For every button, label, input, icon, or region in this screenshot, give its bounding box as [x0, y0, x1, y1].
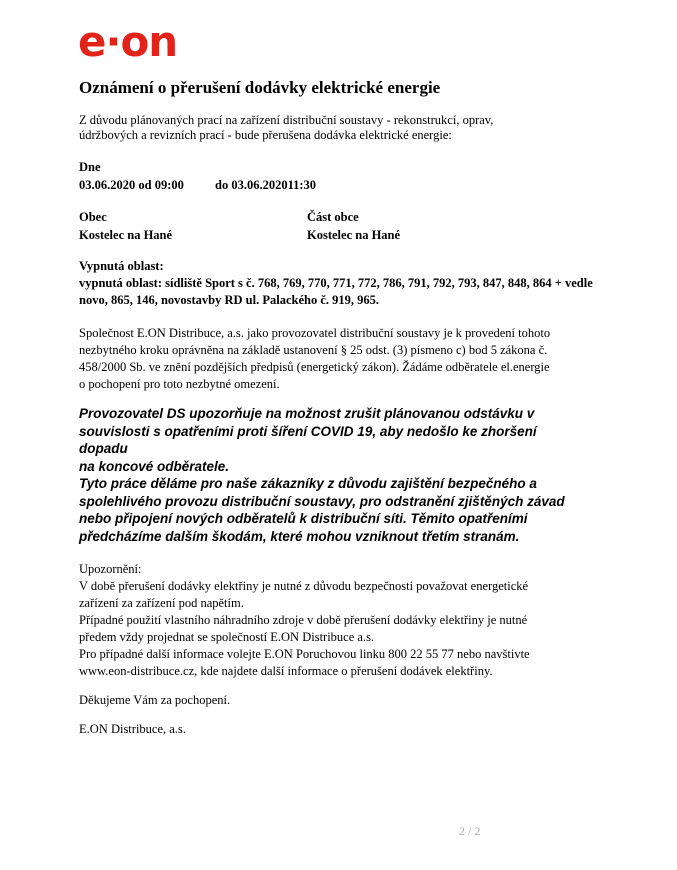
- warning-line: www.eon-distribuce.cz, kde najdete další informace o přerušení dodávek elektřiny.: [79, 664, 493, 678]
- area-line: novo, 865, 146, novostavby RD ul. Palackého č. 919, 965.: [79, 293, 380, 307]
- warning-section: [79, 561, 599, 680]
- thanks-text: Děkujeme Vám za pochopení.: [79, 693, 231, 707]
- legal-line: Společnost E.ON Distribuce, a.s. jako provozovatel distribuční soustavy je k provedení tohoto: [79, 326, 551, 340]
- warning-line: předem vždy projednat se společností E.ON Distribuce a.s.: [79, 630, 375, 644]
- date-from: 03.06.2020 od 09:00: [79, 178, 184, 192]
- page-title: Oznámení o přerušení dodávky elektrické energie: [79, 78, 441, 97]
- legal-line: nezbytného kroku oprávněna na základě ustanovení § 25 odst. (3) písmeno c) bod 5 zákona č.: [79, 343, 548, 357]
- legal-line: o pochopení pro toto nezbytné omezení.: [79, 377, 280, 391]
- municipality-label: Obec: [79, 210, 107, 224]
- intro-text: [79, 113, 549, 143]
- notice-line: Tyto práce děláme pro naše zákazníky z důvodu zajištění bezpečného a: [79, 476, 537, 491]
- area-label: Vypnutá oblast:: [79, 259, 164, 273]
- warning-line: Upozornění:: [79, 562, 142, 576]
- notice-line: na koncové odběratele.: [79, 458, 230, 474]
- signature: E.ON Distribuce, a.s.: [79, 722, 186, 736]
- dates-label: Dne: [79, 160, 101, 174]
- part-value: Kostelec na Hané: [307, 228, 401, 242]
- outage-dates: [79, 158, 659, 194]
- legal-line: 458/2000 Sb. ve znění pozdějších předpisů (energetický zákon). Žádáme odběratele el.energie: [79, 360, 550, 374]
- eon-logo-text: e·on: [78, 22, 178, 62]
- eon-logo: [78, 22, 204, 62]
- affected-area: [79, 258, 659, 309]
- notice-line: předcházíme dalším škodám, které mohou vzniknout třetím stranám.: [79, 528, 520, 544]
- warning-line: zařízení za zařízení pod napětím.: [79, 596, 244, 610]
- page-number: 2 / 2: [459, 824, 481, 838]
- location-block: [79, 208, 659, 244]
- document-body: [79, 77, 659, 738]
- warning-line: Pro případné další informace volejte E.ON Poruchovou linku 800 22 55 77 nebo navštivte: [79, 647, 530, 661]
- warning-line: Případné použití vlastního náhradního zdroje v době přerušení dodávky elektřiny je nutné: [79, 613, 528, 627]
- notice-line: souvislosti s opatřeními proti šíření COVID 19, aby nedošlo ke zhoršení dopadu: [79, 423, 537, 456]
- intro-line: údržbových a revizních prací - bude přerušena dodávka elektrické energie:: [79, 128, 452, 142]
- intro-line: Z důvodu plánovaných prací na zařízení distribuční soustavy - rekonstrukcí, oprav,: [79, 113, 494, 127]
- covid-notice: [79, 405, 579, 545]
- municipality-value: Kostelec na Hané: [79, 228, 173, 242]
- notice-line: Provozovatel DS upozorňuje na možnost zrušit plánovanou odstávku v: [79, 406, 535, 421]
- date-to: do 03.06.202011:30: [215, 178, 317, 192]
- notice-line: nebo připojení nových odběratelů k distribuční síti. Těmito opatřeními: [79, 511, 528, 526]
- part-label: Část obce: [307, 210, 359, 224]
- area-line: vypnutá oblast: sídliště Sport s č. 768, 769, 770, 771, 772, 786, 791, 792, 793, 847, 848, 864 + vedle: [79, 276, 593, 290]
- notice-line: spolehlivého provozu distribuční soustavy, pro odstranění zjištěných závad: [79, 493, 565, 509]
- warning-line: V době přerušení dodávky elektřiny je nutné z důvodu bezpečnosti považovat energetické: [79, 579, 529, 593]
- legal-paragraph: [79, 325, 614, 393]
